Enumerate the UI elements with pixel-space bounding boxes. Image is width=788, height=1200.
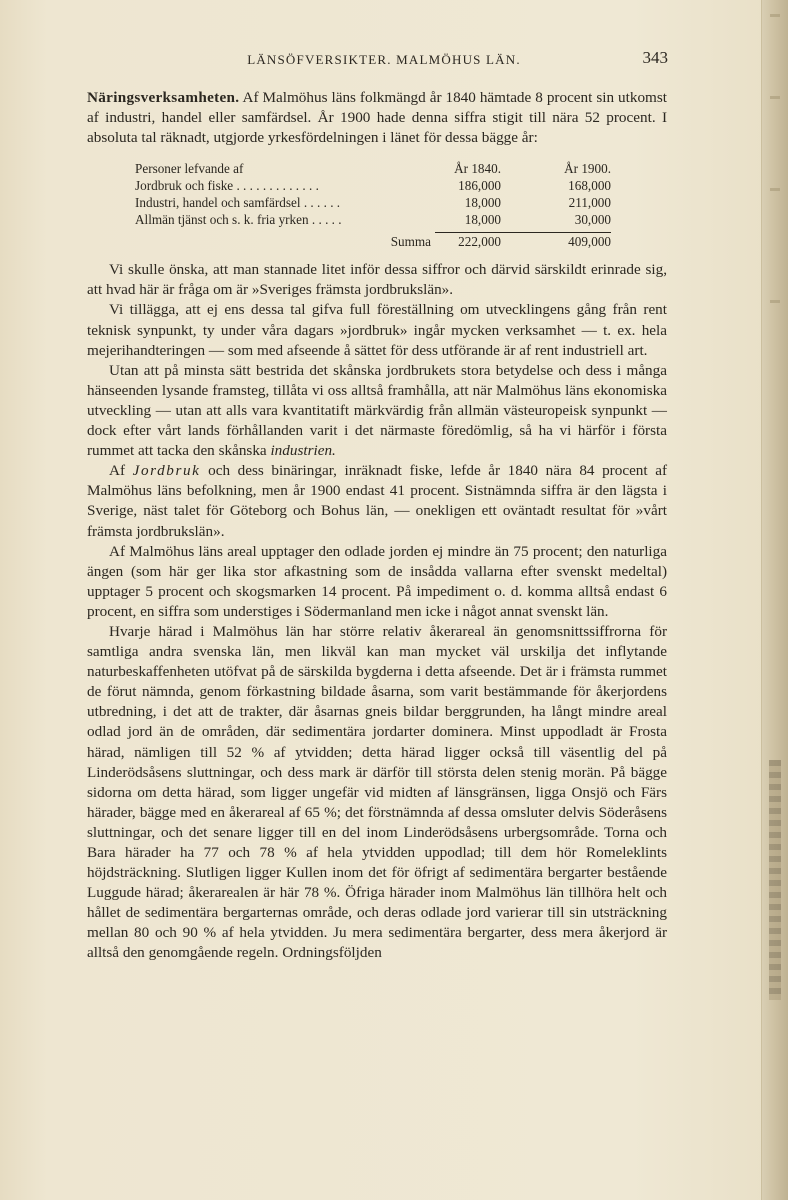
col-label-header: Personer lefvande af bbox=[135, 161, 244, 177]
page-header bbox=[100, 48, 668, 70]
row-label: Industri, handel och samfärdsel . . . . . . bbox=[135, 195, 341, 211]
paragraph bbox=[87, 461, 667, 541]
intro-paragraph bbox=[87, 88, 667, 148]
paragraph-text: Utan att på minsta sätt bestrida det skånska jordbrukets stora betydelse och dess i många hänseenden lysande framsteg, tillåta vi oss alltså framhålla, att när Malmöhus läns ekonomiska utveckling — utan att alls vara kvantitatift märkvärdig från allmän västeuropeisk synpunkt — dock efter vårt lands förhållanden varit i det närmaste föredömlig, så ha vi härför i första rummet att tacka den skånska bbox=[87, 361, 667, 460]
page-number: 343 bbox=[642, 48, 668, 67]
sum-row bbox=[135, 233, 611, 251]
text-column bbox=[87, 88, 667, 964]
spine-lettering bbox=[769, 760, 781, 1000]
paragraph-text: och dess binäringar, inräknadt fiske, lefde år 1840 nära 84 procent af Malmöhus läns befolkning, men år 1900 endast 41 procent. Sistnämnda siffra är den lägsta i Sverige, näst talet för Göteborg och Bohus län, — onekligen ett oväntadt resultat för »vårt främsta jordbrukslän». bbox=[87, 462, 667, 540]
table-row bbox=[135, 194, 611, 211]
edge-mark bbox=[770, 300, 780, 303]
table-row bbox=[135, 177, 611, 194]
edge-mark bbox=[770, 14, 780, 17]
col-1840-header: År 1840. bbox=[454, 161, 501, 177]
edge-mark bbox=[770, 96, 780, 99]
paragraph: Af Malmöhus läns areal upptager den odlade jorden ej mindre än 75 procent; den naturliga ängen (som här ger lika stor afkastning som de insådda vallarna efter svenskt medeltal) upptager 5 procent och skogsmarken 14 procent. På impediment o. d. komma alltså endast 6 procent, en siffra som understiges i Södermanland men icke i något annat svenskt län. bbox=[87, 542, 667, 620]
spaced-term: Jordbruk bbox=[132, 462, 201, 480]
intro-text: Af Malmöhus läns folkmängd år 1840 hämtade 8 procent sin utkomst af industri, handel eller samfärdsel. År 1900 hade denna siffra stigit till nära 52 procent. I absoluta tal räknadt, utgjorde yrkesfördelningen i länet för dessa bägge år: bbox=[87, 89, 667, 147]
page-edge bbox=[761, 0, 788, 1200]
value-1900: 168,000 bbox=[568, 178, 611, 194]
paragraph bbox=[87, 361, 667, 461]
value-1840: 18,000 bbox=[464, 212, 501, 228]
value-1840: 18,000 bbox=[464, 195, 501, 211]
row-label: Jordbruk och fiske . . . . . . . . . . . . . bbox=[135, 178, 319, 194]
paragraph: Vi tillägga, att ej ens dessa tal gifva full föreställning om utvecklingens gång från rent teknisk synpunkt, ty under våra dagars »jordbruk» ingår mycken verksamhet — t. ex. hela mejerihandteringen — som med afseende å sättet för dess utförande är af rent industriell art. bbox=[87, 301, 667, 359]
section-heading: Näringsverksamheten. bbox=[87, 89, 240, 106]
sum-1840: 222,000 bbox=[458, 234, 501, 250]
occupation-table bbox=[135, 160, 611, 250]
paragraph: Hvarje härad i Malmöhus län har större relativ åkerareal än genomsnittssiffrorna för samtliga andra svenska län, men likväl kan man mycket väl urskilja det inflytande naturbeskaffenheten utöfvat på de särskilda bygderna i detta afseende. Det är i främsta rummet de förut nämnda, genom förkastning bildade åsarna, som varit bestämmande för åkerjordens utbredning, i det att de trakter, där åsarnas gneis bildar berggrunden, ha långt mindre areal odlad jord än de områden, där sedimentära jordarter dominera. Minst uppodladt är Frosta härad, nämligen till 52 % af ytvidden; detta härad ligger också till väsentlig del på Linderödsåsens sluttningar, och dess mark är därför till största delen stenig morän. På bägge sidorna om detta härad, som ligger ungefär vid midten af länsgränsen, ligga Onsjö och Färs härader, bägge med en åkerareal af 65 %; det förstnämnda af dessa omsluter delvis Söderåsens sluttningar, och det senare ligger till en del inom Linderödsåsens urbergsområde. Torna och Bara härader ha 77 och 78 % af hela ytvidden uppodlad; till dem hör Romeleklints höjdsträckning. Slutligen ligger Kullen inom det för öfrigt af sedimentära bergarter bestående Luggude härad; åkerarealen är här 78 %. Öfriga härader inom Malmöhus län tillhöra helt och hållet de sedimentära bergarternas område, och deras odlade jord varierar till sin utsträckning mellan 80 och 90 % af hela ytvidden. Ju mera sedimentära bergarter, dess mera åkerjord är alltså den genomgående regeln. Ordningsföljden bbox=[87, 622, 667, 962]
col-1900-header: År 1900. bbox=[564, 161, 611, 177]
running-head: LÄNSÖFVERSIKTER. MALMÖHUS LÄN. bbox=[247, 52, 521, 67]
value-1900: 211,000 bbox=[568, 195, 611, 211]
paragraph: Vi skulle önska, att man stannade litet inför dessa siffror och därvid särskildt erinrade sig, att hvad här är fråga om är »Sveriges främsta jordbrukslän». bbox=[87, 261, 667, 299]
sum-1900: 409,000 bbox=[568, 234, 611, 250]
edge-mark bbox=[770, 188, 780, 191]
value-1900: 30,000 bbox=[574, 212, 611, 228]
value-1840: 186,000 bbox=[458, 178, 501, 194]
table-header bbox=[135, 160, 611, 177]
table-row bbox=[135, 211, 611, 228]
row-label: Allmän tjänst och s. k. fria yrken . . . . . bbox=[135, 212, 342, 228]
paragraph-text: Af bbox=[109, 462, 126, 480]
sum-label: Summa bbox=[390, 234, 431, 250]
italic-term: industrien. bbox=[270, 442, 336, 460]
